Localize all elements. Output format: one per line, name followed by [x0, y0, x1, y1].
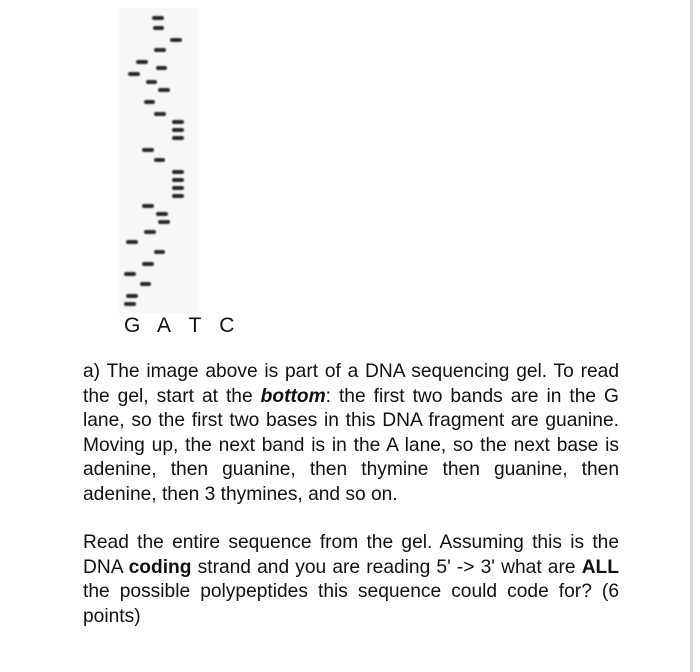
- lane-label-c: C: [219, 314, 239, 337]
- lane-label-t: T: [188, 314, 206, 337]
- emphasis-bottom: bottom: [260, 385, 326, 407]
- emphasis-all: ALL: [581, 556, 619, 578]
- lane-label-a: A: [157, 314, 176, 337]
- question-a-paragraph: a) The image above is part of a DNA sequencing gel. To read the gel, start at the bottom: the first two bands are in the G lane, so the first two bases in this DNA fragment are guanine. Moving up, the next band is in the A lane, so the next base is adenine, then guanine, then thymine then guanine, then adenine, then 3 thymines, and so on.: [83, 361, 619, 505]
- lane-label-g: G: [124, 314, 145, 337]
- page-edge-divider: [690, 0, 693, 672]
- emphasis-coding: coding: [128, 556, 192, 578]
- question-b-paragraph: Read the entire sequence from the gel. Assuming this is the DNA coding strand and you are reading 5' -> 3' what are ALL the possible polypeptides this sequence could code for? (6 points): [83, 532, 619, 627]
- question-text: [83, 360, 619, 629]
- sequencing-gel-image: [118, 8, 198, 313]
- gel-lane-labels: [124, 314, 242, 338]
